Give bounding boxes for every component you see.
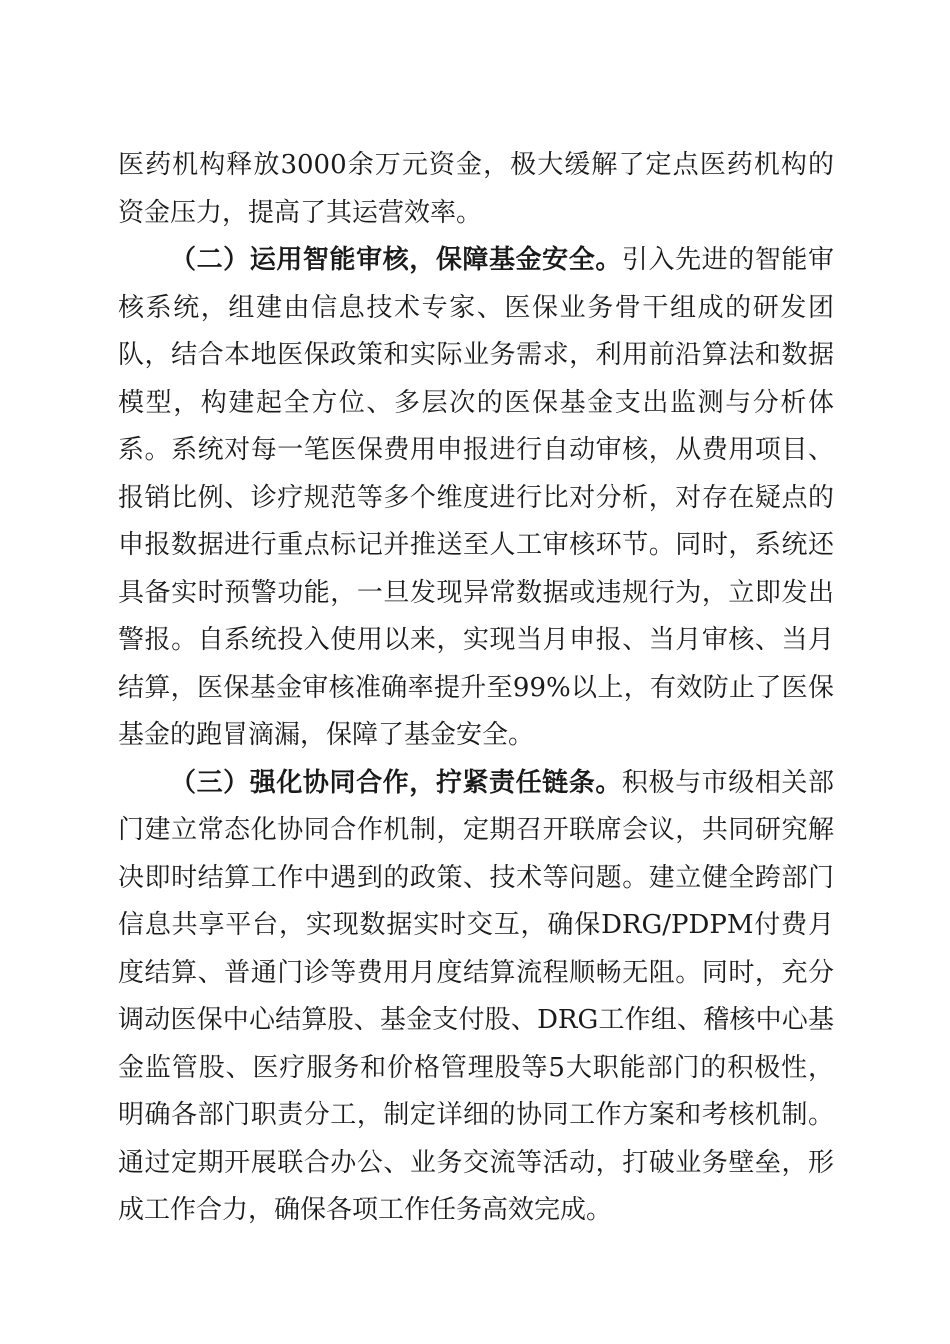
paragraph-body: 医药机构释放3000余万元资金，极大缓解了定点医药机构的资金压力，提高了其运营效率。 [118, 150, 834, 228]
paragraph-body: 积极与市级相关部门建立常态化协同合作机制，定期召开联席会议，共同研究解决即时结算工作中遇到的政策、技术等问题。建立健全跨部门信息共享平台，实现数据实时交互，确保DRG/PDPM付费月度结算、普通门诊等费用月度结算流程顺畅无阻。同时，充分调动医保中心结算股、基金支付股、DRG工作组、稽核中心基金监管股、医疗服务和价格管理股等5大职能部门的积极性，明确各部门职责分工，制定详细的协同工作方案和考核机制。通过定期开展联合办公、业务交流等活动，打破业务壁垒，形成工作合力，确保各项工作任务高效完成。 [118, 767, 834, 1225]
section-heading-intelligent-audit: （二）运用智能审核，保障基金安全。 [170, 245, 622, 275]
paragraph-continuation [118, 142, 834, 237]
paragraph-intelligent-audit [118, 237, 834, 760]
paragraph-collaboration [118, 760, 834, 1235]
document-body [118, 142, 834, 1235]
paragraph-body: 引入先进的智能审核系统，组建由信息技术专家、医保业务骨干组成的研发团队，结合本地医保政策和实际业务需求，利用前沿算法和数据模型，构建起全方位、多层次的医保基金支出监测与分析体系。系统对每一笔医保费用申报进行自动审核，从费用项目、报销比例、诊疗规范等多个维度进行比对分析，对存在疑点的申报数据进行重点标记并推送至人工审核环节。同时，系统还具备实时预警功能，一旦发现异常数据或违规行为，立即发出警报。自系统投入使用以来，实现当月申报、当月审核、当月结算，医保基金审核准确率提升至99%以上，有效防止了医保基金的跑冒滴漏，保障了基金安全。 [118, 245, 834, 750]
section-heading-collaboration: （三）强化协同合作，拧紧责任链条。 [170, 767, 622, 798]
